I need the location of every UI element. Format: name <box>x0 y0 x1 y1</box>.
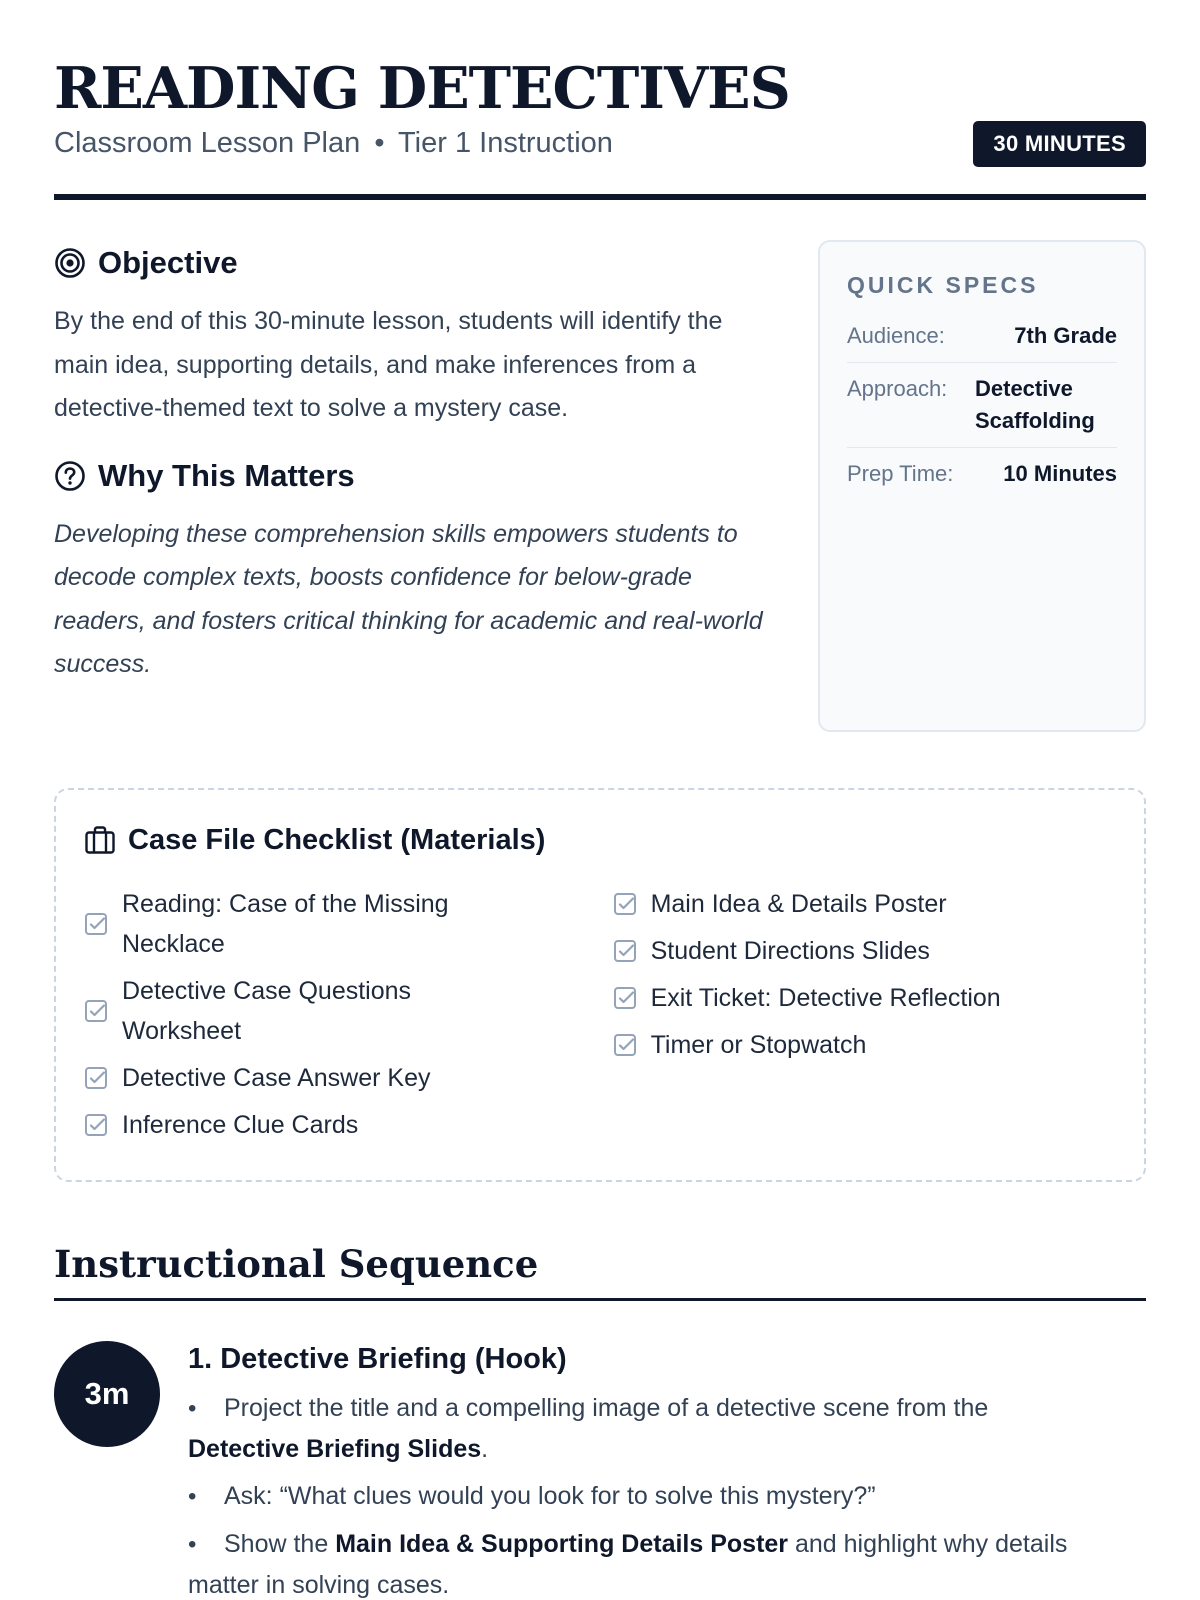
bullet-text: Ask: “What clues would you look for to solve this mystery?” <box>224 1482 876 1510</box>
material-label: Student Directions Slides <box>650 937 930 965</box>
bullet-bold-text: Main Idea & Supporting Details Poster <box>335 1530 789 1558</box>
step-title: 1. Detective Briefing (Hook) <box>188 1343 567 1375</box>
step-bullet <box>188 1388 1100 1469</box>
material-label: Reading: Case of the Missing Necklace <box>122 890 449 958</box>
materials-heading-label: Case File Checklist (Materials) <box>128 824 546 856</box>
sequence-heading: Instructional Sequence <box>54 1240 1146 1301</box>
spec-label: Prep Time: <box>847 461 954 486</box>
spec-row-audience <box>847 310 1117 363</box>
materials-columns <box>84 884 1116 1152</box>
overview-section <box>54 240 1146 732</box>
why-heading <box>54 453 769 499</box>
subtitle-plan-type: Classroom Lesson Plan <box>54 127 361 159</box>
bullet-text: Project the title and a compelling image of a detective scene from the <box>224 1394 989 1422</box>
checkbox-checked-icon <box>84 912 108 936</box>
material-label: Detective Case Questions Worksheet <box>122 977 412 1045</box>
spec-label: Audience: <box>847 323 945 348</box>
sequence-step <box>54 1339 1146 1600</box>
material-item <box>84 971 613 1051</box>
materials-heading <box>84 820 1116 860</box>
spec-row-approach <box>847 363 1117 448</box>
materials-left-column <box>84 884 613 1152</box>
material-item <box>84 1058 613 1098</box>
checkbox-checked-icon <box>613 986 637 1010</box>
why-text: Developing these comprehension skills empowers students to decode complex texts, boosts confidence for below-grade readers, and fosters critical thinking for academic and real-world success. <box>54 519 763 678</box>
checkbox-checked-icon <box>613 939 637 963</box>
material-item <box>84 1105 613 1145</box>
objective-text: By the end of this 30-minute lesson, students will identify the main idea, supporting details, and make inferences from a detective-themed text to solve a mystery case. <box>54 307 723 422</box>
quick-specs-card <box>818 240 1146 732</box>
spec-value: 10 Minutes <box>1003 461 1117 486</box>
checkbox-checked-icon <box>84 1066 108 1090</box>
step-body <box>188 1339 1100 1600</box>
checkbox-checked-icon <box>613 892 637 916</box>
header <box>54 0 1146 200</box>
objective-heading-label: Objective <box>98 245 238 280</box>
bullet-marker: • <box>188 1483 197 1510</box>
bullet-text-end: and highlight why details matter in solving cases. <box>188 1530 1068 1599</box>
materials-checklist <box>54 788 1146 1182</box>
briefcase-icon <box>84 824 116 856</box>
spec-label: Approach: <box>847 376 948 401</box>
subtitle-separator: • <box>374 127 385 159</box>
material-item <box>613 1025 1116 1065</box>
material-item <box>84 884 613 964</box>
material-label: Inference Clue Cards <box>122 1111 359 1139</box>
material-item <box>613 931 1116 971</box>
checkbox-checked-icon <box>84 999 108 1023</box>
subtitle-tier: Tier 1 Instruction <box>398 127 613 159</box>
step-duration-circle: 3m <box>54 1341 160 1447</box>
material-label: Main Idea & Details Poster <box>650 890 947 918</box>
bullet-marker: • <box>188 1395 197 1422</box>
step-bullet-list <box>188 1388 1100 1600</box>
spec-value: Detective Scaffolding <box>975 376 1095 433</box>
checkbox-checked-icon <box>84 1113 108 1137</box>
overview-left-column <box>54 240 769 732</box>
duration-badge: 30 MINUTES <box>973 121 1146 167</box>
quick-specs-title: QUICK SPECS <box>847 272 1039 298</box>
step-bullet <box>188 1524 1100 1600</box>
target-icon <box>54 247 86 279</box>
materials-right-column <box>613 884 1116 1152</box>
step-bullet <box>188 1476 1100 1517</box>
spec-value: 7th Grade <box>1014 323 1117 348</box>
material-item <box>613 978 1116 1018</box>
why-heading-label: Why This Matters <box>98 457 355 493</box>
objective-heading <box>54 240 769 286</box>
bullet-marker: • <box>188 1531 197 1558</box>
page-title: READING DETECTIVES <box>54 55 790 122</box>
material-item <box>613 884 1116 924</box>
bullet-bold-text: Detective Briefing Slides <box>188 1435 482 1463</box>
spec-row-prep-time <box>847 448 1117 500</box>
question-circle-icon <box>54 460 86 492</box>
material-label: Detective Case Answer Key <box>122 1064 431 1092</box>
checkbox-checked-icon <box>613 1033 637 1057</box>
material-label: Exit Ticket: Detective Reflection <box>650 984 1001 1012</box>
material-label: Timer or Stopwatch <box>650 1031 867 1059</box>
bullet-text-end: . <box>481 1435 489 1463</box>
bullet-text: Show the <box>224 1530 336 1558</box>
